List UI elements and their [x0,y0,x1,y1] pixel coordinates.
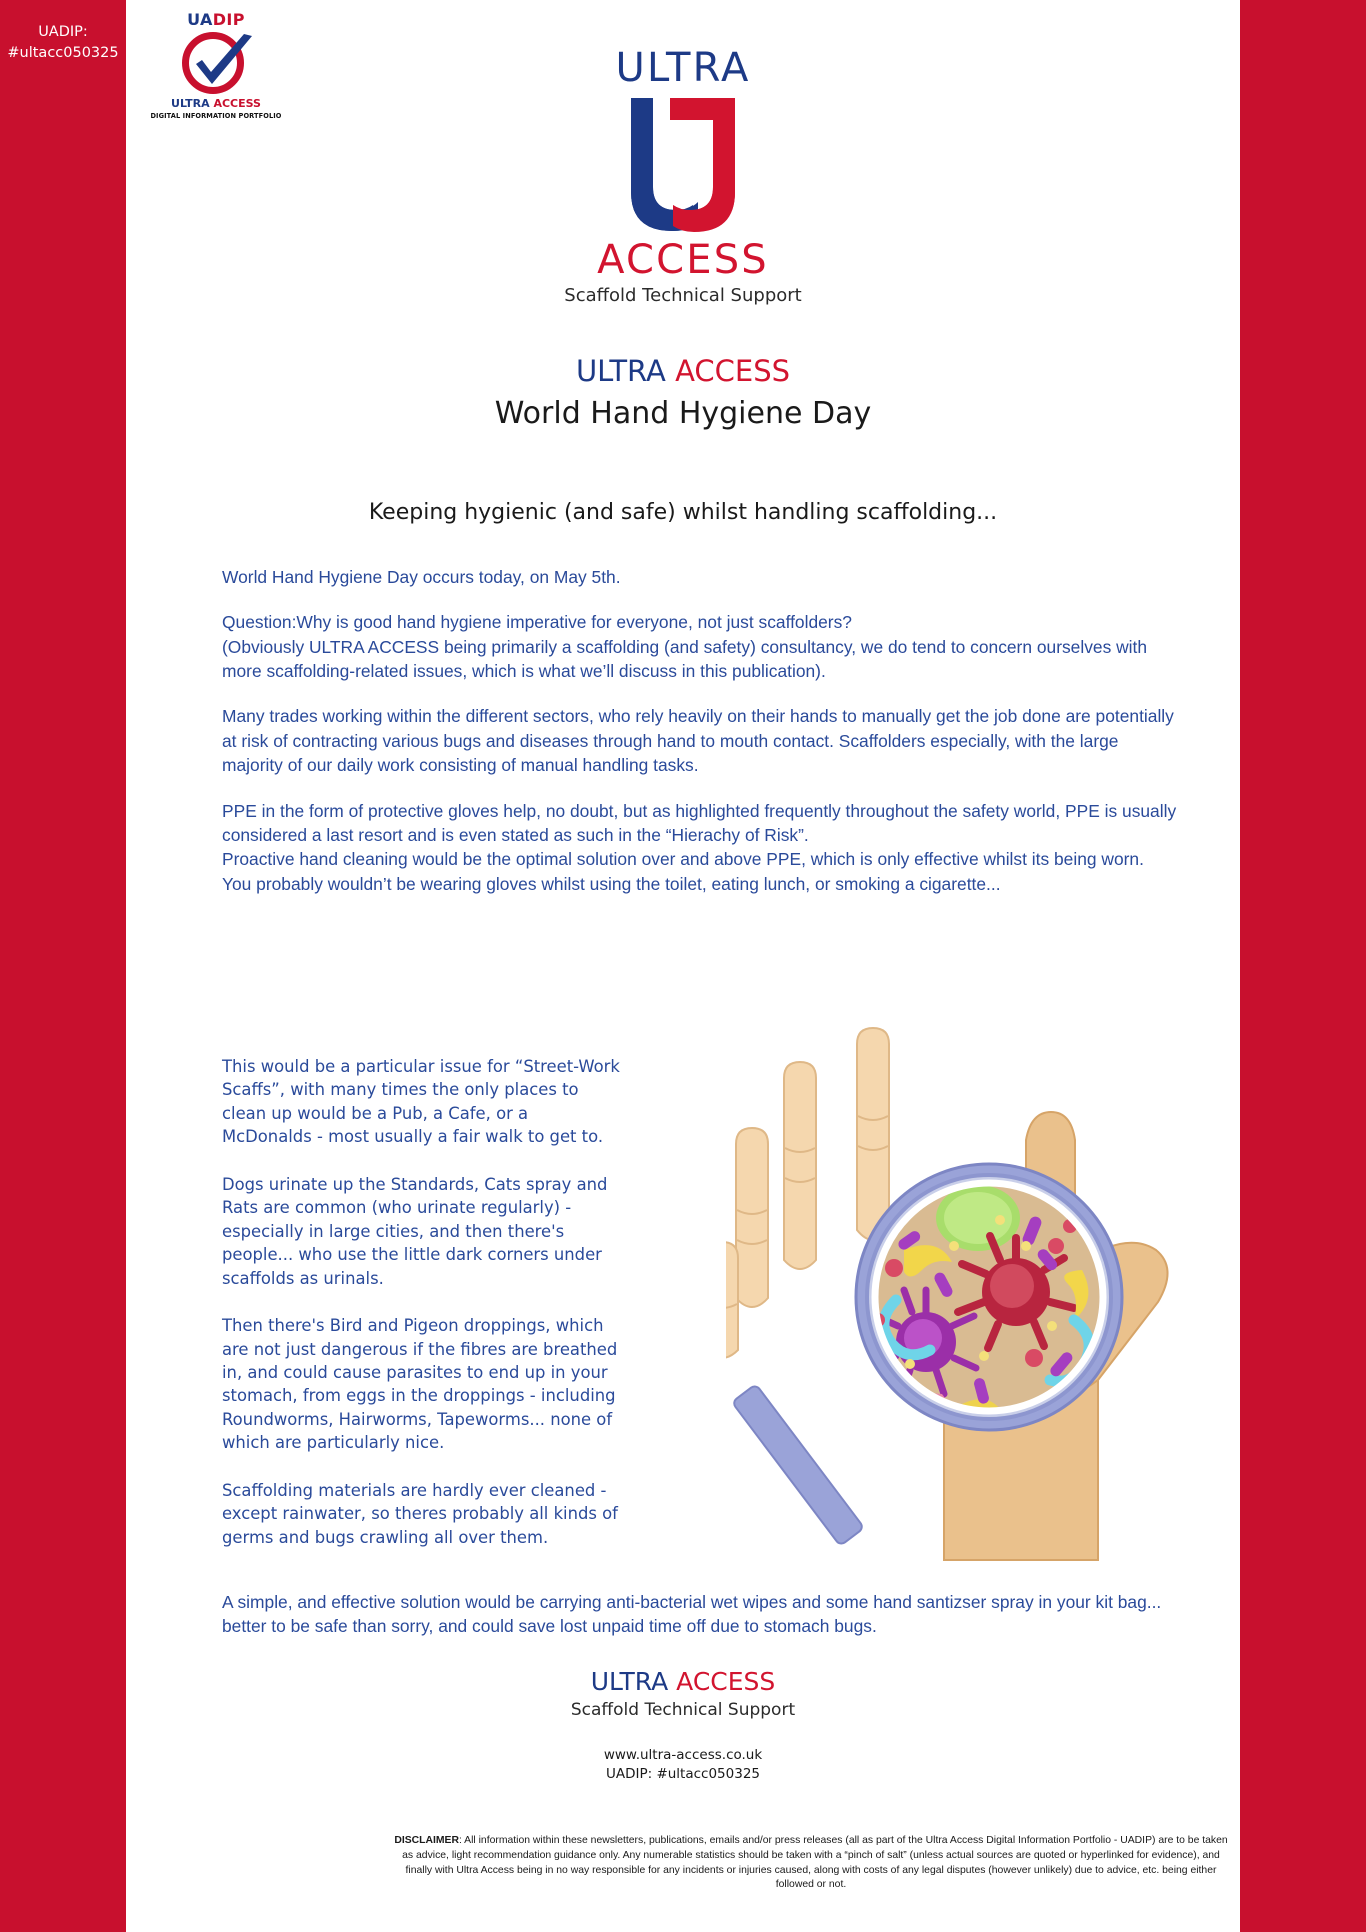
footer-uadip-code: UADIP: #ultacc050325 [605,1766,761,1783]
footer-brand-line [126,1668,1240,1696]
headline-brand-line [126,355,1240,388]
paragraph-street-work-scaffs: This would be a particular issue for “Street-Work Scaffs”, with many times the only places to clean up would be a Pub, a Cafe, or a McDonalds - most usually a fair walk to get to. [222,1057,620,1147]
paragraph-materials-uncleaned: Scaffolding materials are hardly ever cleaned - except rainwater, so theres probably all kinds of germs and bugs crawling all over them. [222,1480,618,1547]
uadip-dip-text: DIP [212,10,245,29]
uadip-wordmark [146,12,286,28]
magnifier-handle-icon [732,1384,864,1546]
footer-website-link[interactable]: www.ultra-access.co.uk [603,1746,763,1763]
left-red-rail [0,0,126,1932]
headline-access: ACCESS [675,354,791,388]
footer-block [126,1668,1240,1785]
brand-ultra-text: ULTRA [615,45,751,91]
narrow-column-block [222,1055,622,1573]
rail-uadip-number: #ultacc050325 [7,45,119,62]
footer-contact [126,1746,1240,1785]
subheadline: Keeping hygienic (and safe) whilst handling scaffolding... [368,500,998,525]
rail-uadip-code [0,22,126,64]
paragraph-gloves-caveat: You probably wouldn’t be wearing gloves whilst using the toilet, eating lunch, or smoking a cigarette... [222,873,1001,894]
paragraph-urine-contamination: Dogs urinate up the Standards, Cats spray and Rats are common (who urinate regularly) - especially in large cities, and then there's people... who use the little dark corners under scaffolds as urinals. [222,1174,608,1288]
body-copy-block [222,565,1182,917]
hand-germs-illustration [726,1020,1266,1580]
uadip-tagline: DIGITAL INFORMATION PORTFOLIO [150,112,282,121]
disclaimer-text: : All information within these newsletters, publications, emails and/or press releases (all as part of the Ultra Access Digital Information Portfolio - UADIP) are to be taken as advice, light recommendation guidance only. Any numerable statistics should be taken with a “pinch of salt” (unless actual sources are quoted or hyperlinked for evidence), and finally with Ultra Access being in no way responsible for any incidents or injuries caused, along with costs of any legal disputes (however unlikely) due to advice, etc. being either followed or not. [402,1835,1228,1891]
disclaimer-block [391,1834,1231,1893]
brand-logo-block [126,45,1240,306]
headline-ultra: ULTRA [575,354,676,388]
footer-tagline: Scaffold Technical Support [570,1699,796,1720]
document-page [126,0,1240,1932]
brand-tagline: Scaffold Technical Support [564,285,802,306]
disclaimer-label: DISCLAIMER [394,1835,459,1846]
paragraph-bird-droppings: Then there's Bird and Pigeon droppings, which are not just dangerous if the fibres are breathed in, and could cause parasites to end up in your stomach, from eggs in the droppings - including Roundworms, Hairworms, Tapeworms... none of which are particularly nice. [222,1316,618,1453]
uadip-sub-access: ACCESS [213,97,261,110]
hand-with-magnifier-icon [726,1020,1266,1580]
rail-uadip-label: UADIP: [38,24,88,40]
page-title: World Hand Hygiene Day [494,396,872,432]
uadip-ua-text: UA [187,10,213,29]
paragraph-trades-risk: Many trades working within the different sectors, who rely heavily on their hands to manually get the job done are potentially at risk of contracting various bugs and diseases through hand to mouth contact. Scaffolders especially, with the large majority of our daily work consisting of manual handling tasks. [222,706,1174,776]
footer-ultra: ULTRA [590,1667,677,1696]
tail-copy-block [222,1590,1182,1639]
headline-block [126,355,1240,431]
paragraph-solution: A simple, and effective solution would be carrying anti-bacterial wet wipes and some hand santizser spray in your kit bag... better to be safe than sorry, and could save lost unpaid time off due to stomach bugs. [222,1592,1162,1637]
paragraph-intro: World Hand Hygiene Day occurs today, on May 5th. [222,567,621,587]
paragraph-ppe-hierarchy: PPE in the form of protective gloves help, no doubt, but as highlighted frequently throughout the safety world, PPE is usually considered a last resort and is even stated as such in the “Hierachy of Risk”. [222,800,1177,845]
ultra-access-monogram-icon [608,92,758,242]
paragraph-proactive-cleaning: Proactive hand cleaning would be the optimal solution over and above PPE, which is only effective whilst its being worn. [222,849,1144,870]
paragraph-question-line: Question:Why is good hand hygiene imperative for everyone, not just scaffolders? [222,612,852,633]
right-red-rail [1240,0,1366,1932]
brand-access-text: ACCESS [597,237,769,283]
uadip-sub-ultra: ULTRA [171,97,214,110]
footer-access: ACCESS [676,1667,776,1696]
paragraph-question-detail: (Obviously ULTRA ACCESS being primarily a scaffolding (and safety) consultancy, we do tend to concern ourselves with more scaffolding-related issues, which is what we’ll discuss in this publication). [222,636,1148,682]
